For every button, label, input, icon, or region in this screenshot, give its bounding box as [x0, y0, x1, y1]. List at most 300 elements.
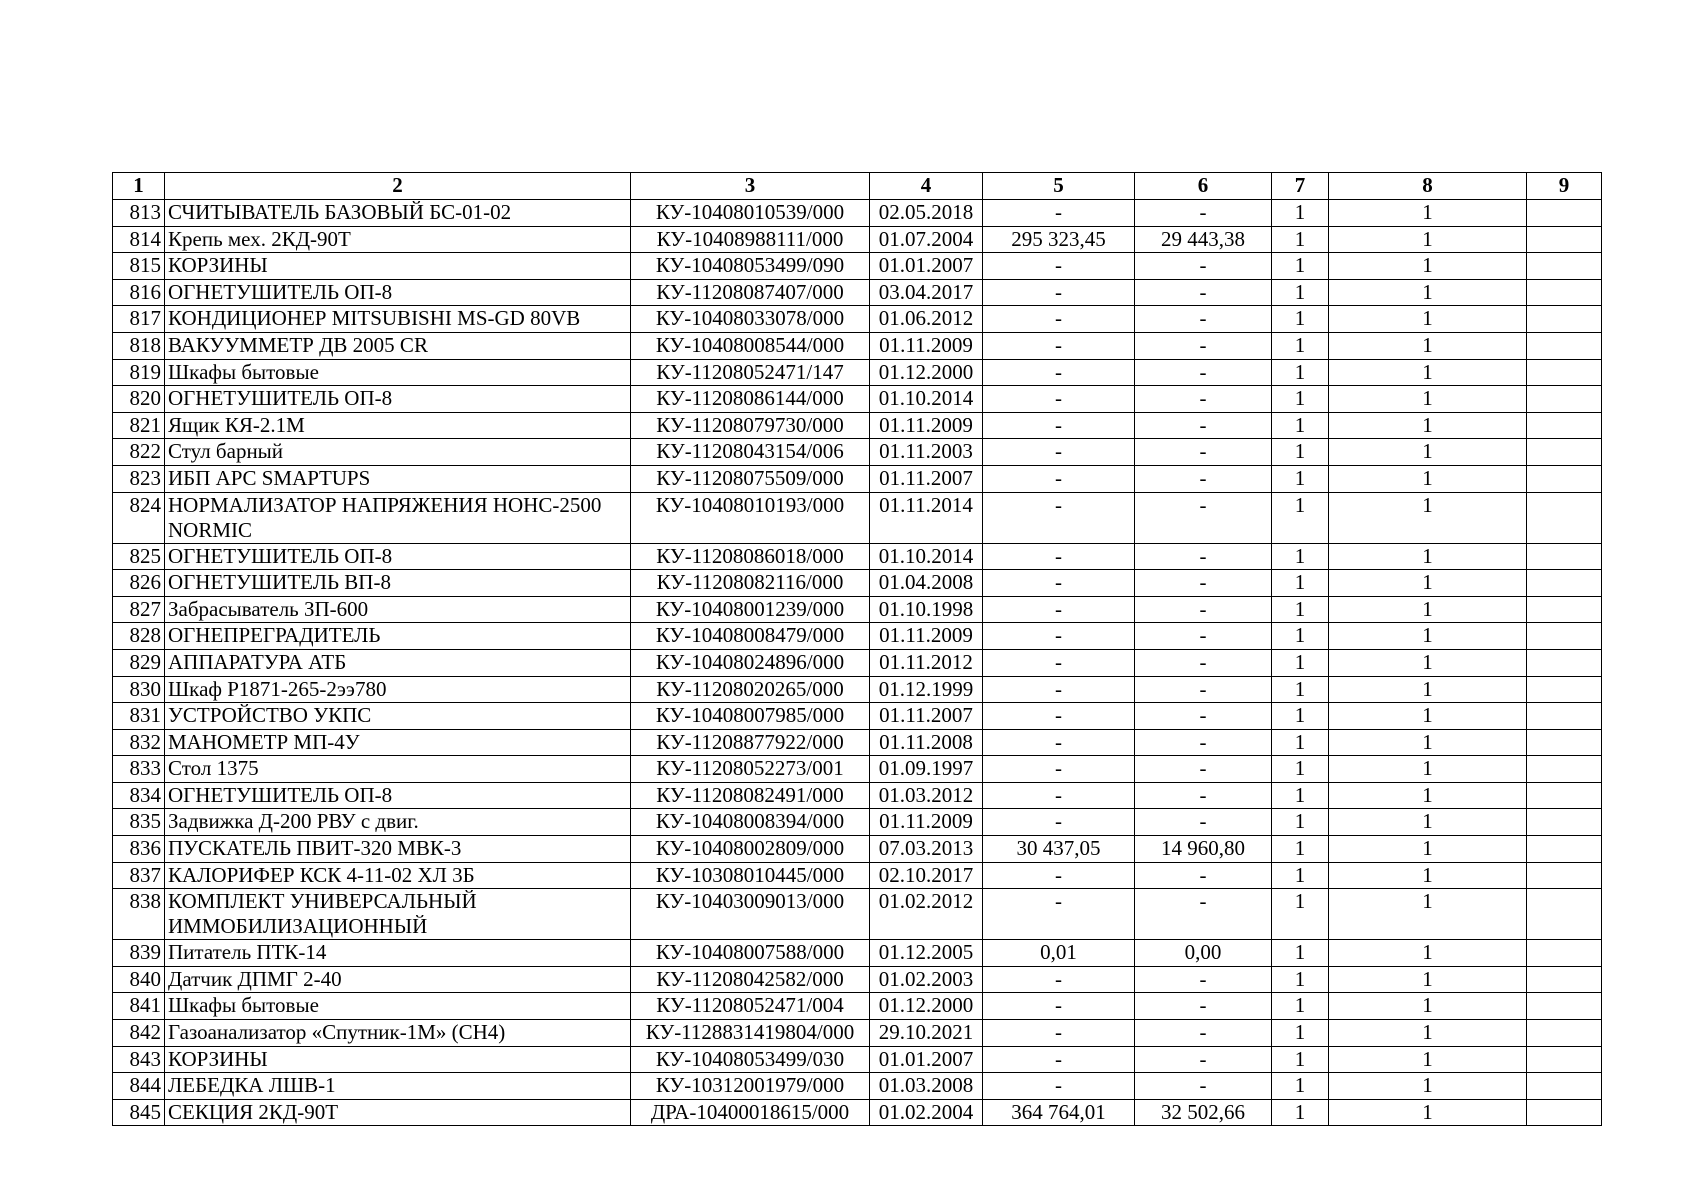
residual-cost-cell: -	[1135, 279, 1272, 306]
inventory-code-cell: КУ-10408007588/000	[631, 940, 870, 967]
initial-cost-cell: -	[983, 359, 1135, 386]
inventory-code-cell: КУ-10408010193/000	[631, 492, 870, 543]
inventory-code-cell: КУ-11208042582/000	[631, 966, 870, 993]
table-row	[113, 993, 1602, 1020]
initial-cost-cell: -	[983, 862, 1135, 889]
note-cell	[1527, 836, 1602, 863]
item-name-cell: Забрасыватель ЗП-600	[165, 596, 631, 623]
initial-cost-cell: -	[983, 729, 1135, 756]
inventory-code-cell: КУ-11208052471/147	[631, 359, 870, 386]
inventory-code-cell: КУ-11208020265/000	[631, 676, 870, 703]
note-cell	[1527, 332, 1602, 359]
item-name-cell: ОГНЕТУШИТЕЛЬ ОП-8	[165, 543, 631, 570]
quantity-cell: 1	[1272, 940, 1329, 967]
row-number-cell: 834	[113, 782, 165, 809]
quantity-cell: 1	[1272, 439, 1329, 466]
item-name-cell: Ящик КЯ-2.1М	[165, 412, 631, 439]
column-header: 6	[1135, 173, 1272, 200]
date-cell: 01.06.2012	[870, 306, 983, 333]
residual-cost-cell: 0,00	[1135, 940, 1272, 967]
item-name-cell: Крепь мех. 2КД-90Т	[165, 226, 631, 253]
column-header: 4	[870, 173, 983, 200]
table-body	[113, 200, 1602, 1126]
row-number-cell: 816	[113, 279, 165, 306]
row-number-cell: 821	[113, 412, 165, 439]
item-name-cell: СЕКЦИЯ 2КД-90Т	[165, 1099, 631, 1126]
row-number-cell: 815	[113, 253, 165, 280]
residual-cost-cell: -	[1135, 332, 1272, 359]
initial-cost-cell: 364 764,01	[983, 1099, 1135, 1126]
actual-quantity-cell: 1	[1329, 729, 1527, 756]
note-cell	[1527, 253, 1602, 280]
item-name-cell: Шкаф Р1871-265-2ээ780	[165, 676, 631, 703]
note-cell	[1527, 623, 1602, 650]
inventory-code-cell: КУ-10408010539/000	[631, 200, 870, 227]
table-row	[113, 279, 1602, 306]
row-number-cell: 817	[113, 306, 165, 333]
residual-cost-cell: -	[1135, 993, 1272, 1020]
item-name-cell: КОРЗИНЫ	[165, 1046, 631, 1073]
actual-quantity-cell: 1	[1329, 1073, 1527, 1100]
row-number-cell: 822	[113, 439, 165, 466]
table-row	[113, 543, 1602, 570]
actual-quantity-cell: 1	[1329, 226, 1527, 253]
initial-cost-cell: -	[983, 253, 1135, 280]
date-cell: 01.11.2009	[870, 332, 983, 359]
initial-cost-cell: -	[983, 200, 1135, 227]
initial-cost-cell: -	[983, 279, 1135, 306]
item-name-cell: ВАКУУММЕТР ДВ 2005 CR	[165, 332, 631, 359]
row-number-cell: 818	[113, 332, 165, 359]
row-number-cell: 813	[113, 200, 165, 227]
table-row	[113, 703, 1602, 730]
table-row	[113, 1073, 1602, 1100]
item-name-cell: СЧИТЫВАТЕЛЬ БАЗОВЫЙ БС-01-02	[165, 200, 631, 227]
table-row	[113, 439, 1602, 466]
row-number-cell: 830	[113, 676, 165, 703]
actual-quantity-cell: 1	[1329, 465, 1527, 492]
row-number-cell: 823	[113, 465, 165, 492]
inventory-code-cell: КУ-10408033078/000	[631, 306, 870, 333]
row-number-cell: 826	[113, 570, 165, 597]
actual-quantity-cell: 1	[1329, 676, 1527, 703]
table-row	[113, 492, 1602, 543]
inventory-code-cell: КУ-11208075509/000	[631, 465, 870, 492]
date-cell: 02.10.2017	[870, 862, 983, 889]
table-row	[113, 306, 1602, 333]
quantity-cell: 1	[1272, 993, 1329, 1020]
header-row	[113, 173, 1602, 200]
residual-cost-cell: -	[1135, 465, 1272, 492]
residual-cost-cell: -	[1135, 703, 1272, 730]
residual-cost-cell: 29 443,38	[1135, 226, 1272, 253]
quantity-cell: 1	[1272, 492, 1329, 543]
initial-cost-cell: 0,01	[983, 940, 1135, 967]
note-cell	[1527, 1099, 1602, 1126]
inventory-code-cell: КУ-10308010445/000	[631, 862, 870, 889]
residual-cost-cell: -	[1135, 676, 1272, 703]
row-number-cell: 838	[113, 889, 165, 940]
row-number-cell: 843	[113, 1046, 165, 1073]
actual-quantity-cell: 1	[1329, 570, 1527, 597]
inventory-code-cell: КУ-10408008479/000	[631, 623, 870, 650]
date-cell: 01.11.2007	[870, 703, 983, 730]
inventory-table	[112, 172, 1602, 1126]
inventory-code-cell: КУ-10403009013/000	[631, 889, 870, 940]
initial-cost-cell: -	[983, 1073, 1135, 1100]
inventory-code-cell: КУ-10408008394/000	[631, 809, 870, 836]
quantity-cell: 1	[1272, 279, 1329, 306]
table-row	[113, 359, 1602, 386]
date-cell: 01.11.2009	[870, 809, 983, 836]
residual-cost-cell: -	[1135, 729, 1272, 756]
table-row	[113, 200, 1602, 227]
note-cell	[1527, 862, 1602, 889]
initial-cost-cell: -	[983, 596, 1135, 623]
quantity-cell: 1	[1272, 543, 1329, 570]
initial-cost-cell: -	[983, 782, 1135, 809]
row-number-cell: 835	[113, 809, 165, 836]
item-name-cell: НОРМАЛИЗАТОР НАПРЯЖЕНИЯ НОНС-2500 NORMIC	[165, 492, 631, 543]
residual-cost-cell: -	[1135, 756, 1272, 783]
quantity-cell: 1	[1272, 412, 1329, 439]
actual-quantity-cell: 1	[1329, 332, 1527, 359]
note-cell	[1527, 412, 1602, 439]
row-number-cell: 832	[113, 729, 165, 756]
table-row	[113, 226, 1602, 253]
row-number-cell: 829	[113, 649, 165, 676]
initial-cost-cell: -	[983, 623, 1135, 650]
item-name-cell: КОНДИЦИОНЕР MITSUBISHI MS-GD 80VB	[165, 306, 631, 333]
quantity-cell: 1	[1272, 676, 1329, 703]
actual-quantity-cell: 1	[1329, 940, 1527, 967]
note-cell	[1527, 306, 1602, 333]
note-cell	[1527, 596, 1602, 623]
quantity-cell: 1	[1272, 809, 1329, 836]
quantity-cell: 1	[1272, 226, 1329, 253]
date-cell: 01.12.1999	[870, 676, 983, 703]
row-number-cell: 845	[113, 1099, 165, 1126]
date-cell: 01.01.2007	[870, 1046, 983, 1073]
actual-quantity-cell: 1	[1329, 492, 1527, 543]
inventory-code-cell: КУ-11208052471/004	[631, 993, 870, 1020]
actual-quantity-cell: 1	[1329, 966, 1527, 993]
residual-cost-cell: -	[1135, 306, 1272, 333]
inventory-code-cell: КУ-10408053499/090	[631, 253, 870, 280]
date-cell: 01.10.2014	[870, 386, 983, 413]
column-header: 2	[165, 173, 631, 200]
actual-quantity-cell: 1	[1329, 253, 1527, 280]
row-number-cell: 820	[113, 386, 165, 413]
note-cell	[1527, 649, 1602, 676]
actual-quantity-cell: 1	[1329, 889, 1527, 940]
inventory-code-cell: КУ-11208086018/000	[631, 543, 870, 570]
column-header: 1	[113, 173, 165, 200]
initial-cost-cell: -	[983, 386, 1135, 413]
row-number-cell: 819	[113, 359, 165, 386]
date-cell: 01.12.2000	[870, 993, 983, 1020]
initial-cost-cell: -	[983, 703, 1135, 730]
date-cell: 01.11.2009	[870, 623, 983, 650]
residual-cost-cell: -	[1135, 359, 1272, 386]
note-cell	[1527, 1046, 1602, 1073]
residual-cost-cell: -	[1135, 889, 1272, 940]
residual-cost-cell: 14 960,80	[1135, 836, 1272, 863]
quantity-cell: 1	[1272, 889, 1329, 940]
table-row	[113, 782, 1602, 809]
date-cell: 01.02.2003	[870, 966, 983, 993]
residual-cost-cell: -	[1135, 439, 1272, 466]
item-name-cell: АППАРАТУРА АТБ	[165, 649, 631, 676]
actual-quantity-cell: 1	[1329, 623, 1527, 650]
row-number-cell: 840	[113, 966, 165, 993]
initial-cost-cell: -	[983, 332, 1135, 359]
table-row	[113, 253, 1602, 280]
actual-quantity-cell: 1	[1329, 649, 1527, 676]
initial-cost-cell: -	[983, 439, 1135, 466]
item-name-cell: Шкафы бытовые	[165, 993, 631, 1020]
table-row	[113, 676, 1602, 703]
row-number-cell: 824	[113, 492, 165, 543]
note-cell	[1527, 279, 1602, 306]
date-cell: 01.12.2005	[870, 940, 983, 967]
quantity-cell: 1	[1272, 200, 1329, 227]
inventory-code-cell: КУ-11208087407/000	[631, 279, 870, 306]
date-cell: 01.10.2014	[870, 543, 983, 570]
note-cell	[1527, 200, 1602, 227]
row-number-cell: 825	[113, 543, 165, 570]
inventory-code-cell: ДРА-10400018615/000	[631, 1099, 870, 1126]
item-name-cell: Стол 1375	[165, 756, 631, 783]
note-cell	[1527, 782, 1602, 809]
item-name-cell: ПУСКАТЕЛЬ ПВИТ-320 МВК-3	[165, 836, 631, 863]
quantity-cell: 1	[1272, 386, 1329, 413]
residual-cost-cell: 32 502,66	[1135, 1099, 1272, 1126]
table-row	[113, 412, 1602, 439]
quantity-cell: 1	[1272, 465, 1329, 492]
table-row	[113, 1046, 1602, 1073]
residual-cost-cell: -	[1135, 1046, 1272, 1073]
inventory-code-cell: КУ-11208086144/000	[631, 386, 870, 413]
actual-quantity-cell: 1	[1329, 306, 1527, 333]
table-row	[113, 940, 1602, 967]
item-name-cell: МАНОМЕТР МП-4У	[165, 729, 631, 756]
inventory-code-cell: КУ-11208082491/000	[631, 782, 870, 809]
initial-cost-cell: -	[983, 993, 1135, 1020]
date-cell: 01.11.2012	[870, 649, 983, 676]
initial-cost-cell: -	[983, 465, 1135, 492]
quantity-cell: 1	[1272, 703, 1329, 730]
actual-quantity-cell: 1	[1329, 543, 1527, 570]
inventory-code-cell: КУ-10408024896/000	[631, 649, 870, 676]
date-cell: 01.11.2007	[870, 465, 983, 492]
date-cell: 01.01.2007	[870, 253, 983, 280]
residual-cost-cell: -	[1135, 623, 1272, 650]
date-cell: 01.03.2012	[870, 782, 983, 809]
residual-cost-cell: -	[1135, 492, 1272, 543]
row-number-cell: 831	[113, 703, 165, 730]
item-name-cell: ОГНЕТУШИТЕЛЬ ВП-8	[165, 570, 631, 597]
column-header: 7	[1272, 173, 1329, 200]
inventory-code-cell: КУ-10408002809/000	[631, 836, 870, 863]
residual-cost-cell: -	[1135, 253, 1272, 280]
table-row	[113, 623, 1602, 650]
table-row	[113, 729, 1602, 756]
column-header: 3	[631, 173, 870, 200]
actual-quantity-cell: 1	[1329, 993, 1527, 1020]
table-row	[113, 836, 1602, 863]
row-number-cell: 844	[113, 1073, 165, 1100]
table-row	[113, 465, 1602, 492]
note-cell	[1527, 809, 1602, 836]
table-row	[113, 596, 1602, 623]
date-cell: 01.04.2008	[870, 570, 983, 597]
initial-cost-cell: -	[983, 492, 1135, 543]
item-name-cell: ЛЕБЕДКА ЛШВ-1	[165, 1073, 631, 1100]
table-row	[113, 1099, 1602, 1126]
row-number-cell: 841	[113, 993, 165, 1020]
note-cell	[1527, 940, 1602, 967]
initial-cost-cell: 295 323,45	[983, 226, 1135, 253]
date-cell: 02.05.2018	[870, 200, 983, 227]
quantity-cell: 1	[1272, 862, 1329, 889]
row-number-cell: 833	[113, 756, 165, 783]
quantity-cell: 1	[1272, 756, 1329, 783]
date-cell: 01.02.2004	[870, 1099, 983, 1126]
actual-quantity-cell: 1	[1329, 809, 1527, 836]
actual-quantity-cell: 1	[1329, 836, 1527, 863]
actual-quantity-cell: 1	[1329, 782, 1527, 809]
date-cell: 01.03.2008	[870, 1073, 983, 1100]
item-name-cell: Шкафы бытовые	[165, 359, 631, 386]
quantity-cell: 1	[1272, 1020, 1329, 1047]
item-name-cell: Датчик ДПМГ 2-40	[165, 966, 631, 993]
item-name-cell: КОРЗИНЫ	[165, 253, 631, 280]
row-number-cell: 828	[113, 623, 165, 650]
quantity-cell: 1	[1272, 836, 1329, 863]
date-cell: 01.11.2009	[870, 412, 983, 439]
note-cell	[1527, 966, 1602, 993]
date-cell: 01.02.2012	[870, 889, 983, 940]
quantity-cell: 1	[1272, 1073, 1329, 1100]
item-name-cell: Стул барный	[165, 439, 631, 466]
actual-quantity-cell: 1	[1329, 596, 1527, 623]
date-cell: 01.11.2003	[870, 439, 983, 466]
residual-cost-cell: -	[1135, 809, 1272, 836]
table-row	[113, 862, 1602, 889]
initial-cost-cell: -	[983, 1020, 1135, 1047]
note-cell	[1527, 1073, 1602, 1100]
item-name-cell: Задвижка Д-200 РВУ с двиг.	[165, 809, 631, 836]
actual-quantity-cell: 1	[1329, 359, 1527, 386]
note-cell	[1527, 1020, 1602, 1047]
residual-cost-cell: -	[1135, 966, 1272, 993]
initial-cost-cell: -	[983, 676, 1135, 703]
row-number-cell: 827	[113, 596, 165, 623]
quantity-cell: 1	[1272, 1099, 1329, 1126]
residual-cost-cell: -	[1135, 1073, 1272, 1100]
column-header: 9	[1527, 173, 1602, 200]
date-cell: 01.10.1998	[870, 596, 983, 623]
inventory-code-cell: КУ-11208043154/006	[631, 439, 870, 466]
actual-quantity-cell: 1	[1329, 862, 1527, 889]
inventory-code-cell: КУ-1128831419804/000	[631, 1020, 870, 1047]
initial-cost-cell: -	[983, 756, 1135, 783]
inventory-code-cell: КУ-10312001979/000	[631, 1073, 870, 1100]
inventory-code-cell: КУ-10408053499/030	[631, 1046, 870, 1073]
item-name-cell: УСТРОЙСТВО УКПС	[165, 703, 631, 730]
date-cell: 29.10.2021	[870, 1020, 983, 1047]
note-cell	[1527, 756, 1602, 783]
residual-cost-cell: -	[1135, 386, 1272, 413]
inventory-code-cell: КУ-11208079730/000	[631, 412, 870, 439]
actual-quantity-cell: 1	[1329, 1046, 1527, 1073]
actual-quantity-cell: 1	[1329, 386, 1527, 413]
note-cell	[1527, 889, 1602, 940]
quantity-cell: 1	[1272, 966, 1329, 993]
residual-cost-cell: -	[1135, 570, 1272, 597]
inventory-code-cell: КУ-10408001239/000	[631, 596, 870, 623]
row-number-cell: 814	[113, 226, 165, 253]
quantity-cell: 1	[1272, 649, 1329, 676]
inventory-code-cell: КУ-10408988111/000	[631, 226, 870, 253]
quantity-cell: 1	[1272, 359, 1329, 386]
item-name-cell: Газоанализатор «Спутник-1М» (СН4)	[165, 1020, 631, 1047]
date-cell: 01.11.2008	[870, 729, 983, 756]
initial-cost-cell: -	[983, 889, 1135, 940]
quantity-cell: 1	[1272, 729, 1329, 756]
item-name-cell: Питатель ПТК-14	[165, 940, 631, 967]
note-cell	[1527, 226, 1602, 253]
column-header: 8	[1329, 173, 1527, 200]
note-cell	[1527, 676, 1602, 703]
table-row	[113, 1020, 1602, 1047]
inventory-code-cell: КУ-11208877922/000	[631, 729, 870, 756]
initial-cost-cell: -	[983, 809, 1135, 836]
item-name-cell: ОГНЕТУШИТЕЛЬ ОП-8	[165, 279, 631, 306]
note-cell	[1527, 543, 1602, 570]
table-row	[113, 386, 1602, 413]
table-row	[113, 756, 1602, 783]
note-cell	[1527, 465, 1602, 492]
inventory-code-cell: КУ-11208082116/000	[631, 570, 870, 597]
table-row	[113, 332, 1602, 359]
item-name-cell: ОГНЕТУШИТЕЛЬ ОП-8	[165, 782, 631, 809]
actual-quantity-cell: 1	[1329, 200, 1527, 227]
table-row	[113, 889, 1602, 940]
table-row	[113, 649, 1602, 676]
table-row	[113, 809, 1602, 836]
item-name-cell: КОМПЛЕКТ УНИВЕРСАЛЬНЫЙ ИММОБИЛИЗАЦИОННЫЙ	[165, 889, 631, 940]
residual-cost-cell: -	[1135, 543, 1272, 570]
inventory-code-cell: КУ-11208052273/001	[631, 756, 870, 783]
actual-quantity-cell: 1	[1329, 412, 1527, 439]
actual-quantity-cell: 1	[1329, 1099, 1527, 1126]
residual-cost-cell: -	[1135, 596, 1272, 623]
note-cell	[1527, 359, 1602, 386]
note-cell	[1527, 439, 1602, 466]
note-cell	[1527, 993, 1602, 1020]
residual-cost-cell: -	[1135, 862, 1272, 889]
quantity-cell: 1	[1272, 782, 1329, 809]
item-name-cell: ОГНЕПРЕГРАДИТЕЛЬ	[165, 623, 631, 650]
row-number-cell: 837	[113, 862, 165, 889]
item-name-cell: КАЛОРИФЕР КСК 4-11-02 ХЛ 3Б	[165, 862, 631, 889]
note-cell	[1527, 386, 1602, 413]
residual-cost-cell: -	[1135, 200, 1272, 227]
initial-cost-cell: -	[983, 1046, 1135, 1073]
initial-cost-cell: -	[983, 570, 1135, 597]
